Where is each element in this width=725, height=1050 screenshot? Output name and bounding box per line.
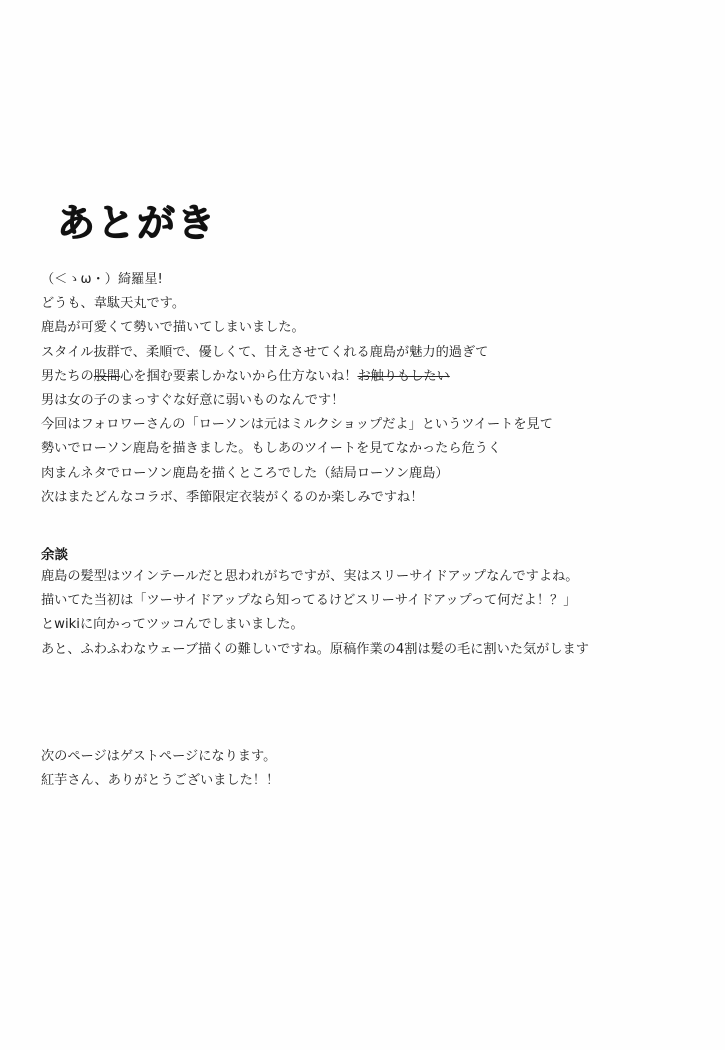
aside-body bbox=[41, 565, 691, 662]
afterword-body bbox=[41, 268, 691, 510]
afterword-line: （＜ゝω・）綺羅星! bbox=[41, 272, 163, 287]
afterword-line: 男は女の子のまっすぐな好意に弱いものなんです！ bbox=[41, 393, 345, 409]
afterword-line: どうも、韋駄天丸です。 bbox=[41, 296, 186, 312]
struck-word: 股間 bbox=[93, 368, 121, 384]
closing-line: 次のページはゲストページになります。 bbox=[41, 749, 277, 764]
struck-line-prefix: 男たちの bbox=[41, 368, 94, 384]
aside-line: 描いてた当初は「ツーサイドアップなら知ってるけどスリーサイドアップって何だよ！？」 bbox=[41, 593, 577, 609]
struck-line-middle: 心を掴む要素しかないから仕方ないね！ bbox=[120, 368, 358, 384]
aside-heading: 余談 bbox=[41, 547, 68, 563]
page-title: あとがき bbox=[57, 201, 218, 245]
aside-line: あと、ふわふわなウェーブ描くの難しいですね。原稿作業の4割は髪の毛に割いた気がします bbox=[41, 641, 589, 657]
afterword-line: 今回はフォロワーさんの「ローソンは元はミルクショップだよ」というツイートを見て bbox=[41, 417, 553, 433]
closing-line: 紅芋さん、ありがとうございました！！ bbox=[41, 773, 280, 789]
afterword-line-struck bbox=[41, 365, 691, 389]
afterword-line: 次はまたどんなコラボ、季節限定衣装がくるのか楽しみですね！ bbox=[41, 489, 424, 505]
aside-line: とwikiに向かってツッコんでしまいました。 bbox=[41, 617, 304, 633]
afterword-line: 鹿島が可愛くて勢いで描いてしまいました。 bbox=[41, 320, 305, 336]
afterword-line: スタイル抜群で、柔順で、優しくて、甘えさせてくれる鹿島が魅力的過ぎて bbox=[41, 344, 489, 360]
closing-body bbox=[41, 745, 691, 793]
struck-tail: お触りもしたい bbox=[357, 368, 450, 384]
aside-line: 鹿島の髪型はツインテールだと思われがちですが、実はスリーサイドアップなんですよね。 bbox=[41, 569, 579, 584]
afterword-line: 肉まんネタでローソン鹿島を描くところでした（結局ローソン鹿島） bbox=[41, 465, 449, 481]
afterword-line: 勢いでローソン鹿島を描きました。もしあのツイートを見てなかったら危うく bbox=[41, 441, 502, 457]
